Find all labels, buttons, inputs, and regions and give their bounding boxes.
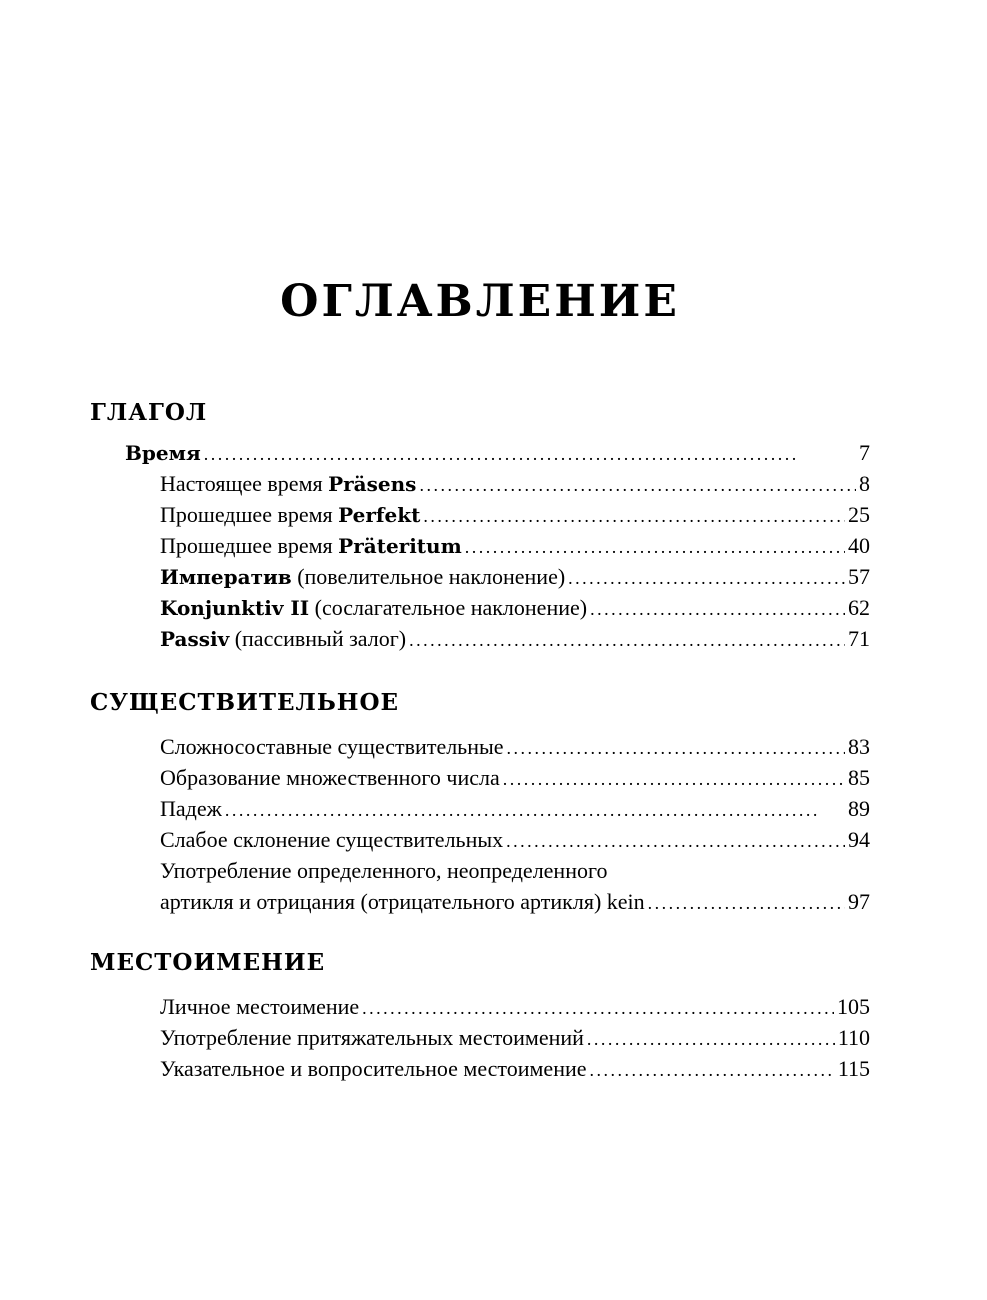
entry-title-bold: Präsens	[328, 472, 417, 496]
leader-dots	[503, 764, 845, 795]
leader-dots	[419, 470, 856, 501]
entry-title: (сослагательное наклонение)	[309, 595, 588, 620]
page-number: 71	[848, 626, 870, 651]
leader-dots	[648, 888, 845, 919]
leader-dots	[225, 795, 845, 826]
entry-title: (пассивный залог)	[229, 626, 407, 651]
toc-entry-demonstrative-pronoun[interactable]	[90, 1053, 870, 1084]
entry-title: Прошедшее время	[160, 502, 339, 527]
section-heading: СУЩЕСТВИТЕЛЬНОЕ	[90, 689, 400, 716]
page-number: 115	[837, 1056, 870, 1081]
toc-entry-possessive-pronouns[interactable]	[90, 1022, 870, 1053]
entry-title: Падеж	[160, 796, 222, 821]
toc-entry-praeteritum[interactable]	[90, 530, 870, 561]
entry-title: Указательное и вопросительное местоимение	[160, 1056, 587, 1081]
toc-entry-imperativ[interactable]	[90, 561, 870, 592]
toc-entry-articles-line1[interactable]: Употребление определенного, неопределенного	[160, 858, 608, 883]
leader-dots	[362, 993, 834, 1024]
entry-title-bold: Императив	[160, 565, 292, 589]
leader-dots	[507, 733, 845, 764]
page-title: ОГЛАВЛЕНИЕ	[280, 276, 680, 327]
toc-entry-articles[interactable]	[90, 886, 870, 917]
page-number: 25	[848, 502, 870, 527]
entry-title: Прошедшее время	[160, 533, 339, 558]
entry-title: Образование множественного числа	[160, 765, 500, 790]
entry-title-bold: Perfekt	[338, 503, 421, 527]
entry-title-bold: Время	[125, 441, 201, 465]
page-number: 85	[848, 765, 870, 790]
entry-title: Настоящее время	[160, 471, 329, 496]
page-number: 7	[859, 440, 870, 465]
entry-title: (повелительное наклонение)	[291, 564, 566, 589]
entry-title-bold: Konjunktiv II	[160, 596, 310, 620]
page-number: 83	[848, 734, 870, 759]
page-number: 89	[848, 796, 870, 821]
leader-dots	[409, 625, 845, 656]
leader-dots	[568, 563, 845, 594]
entry-title: Личное местоимение	[160, 994, 360, 1019]
page-number: 110	[837, 1025, 870, 1050]
leader-dots	[590, 594, 845, 625]
leader-dots	[590, 1055, 835, 1086]
section-heading: МЕСТОИМЕНИЕ	[90, 949, 326, 976]
page-number: 57	[848, 564, 870, 589]
toc-entry-praesens[interactable]	[90, 468, 870, 499]
entry-title: Употребление притяжательных местоимений	[160, 1025, 584, 1050]
entry-title-bold: Passiv	[160, 627, 230, 651]
toc-entry-compound-nouns[interactable]	[90, 731, 870, 762]
toc-entry-time[interactable]	[90, 437, 870, 468]
page-number: 62	[848, 595, 870, 620]
entry-title-bold: Präteritum	[338, 534, 462, 558]
toc-entry-case[interactable]	[90, 793, 870, 824]
toc-entry-konjunktiv[interactable]	[90, 592, 870, 623]
entry-title: Слабое склонение существительных	[160, 827, 504, 852]
section-pronoun	[90, 943, 870, 1084]
section-noun	[90, 683, 870, 917]
leader-dots	[204, 439, 856, 470]
toc-entry-weak-declension[interactable]	[90, 824, 870, 855]
page-number: 8	[859, 471, 870, 496]
page-number: 94	[848, 827, 870, 852]
toc-entry-personal-pronoun[interactable]	[90, 991, 870, 1022]
toc-entry-plural[interactable]	[90, 762, 870, 793]
page-number: 40	[848, 533, 870, 558]
leader-dots	[587, 1024, 835, 1055]
page-number: 105	[837, 994, 870, 1019]
toc-entry-passiv[interactable]	[90, 623, 870, 654]
toc-entry-perfekt[interactable]	[90, 499, 870, 530]
page-number: 97	[848, 889, 870, 914]
entry-title: Сложносоставные существительные	[160, 734, 504, 759]
leader-dots	[423, 501, 845, 532]
section-verb	[90, 393, 870, 654]
leader-dots	[506, 826, 845, 857]
section-heading: ГЛАГОЛ	[90, 399, 208, 426]
entry-title: артикля и отрицания (отрицательного артикля) kein	[160, 889, 645, 914]
leader-dots	[465, 532, 845, 563]
